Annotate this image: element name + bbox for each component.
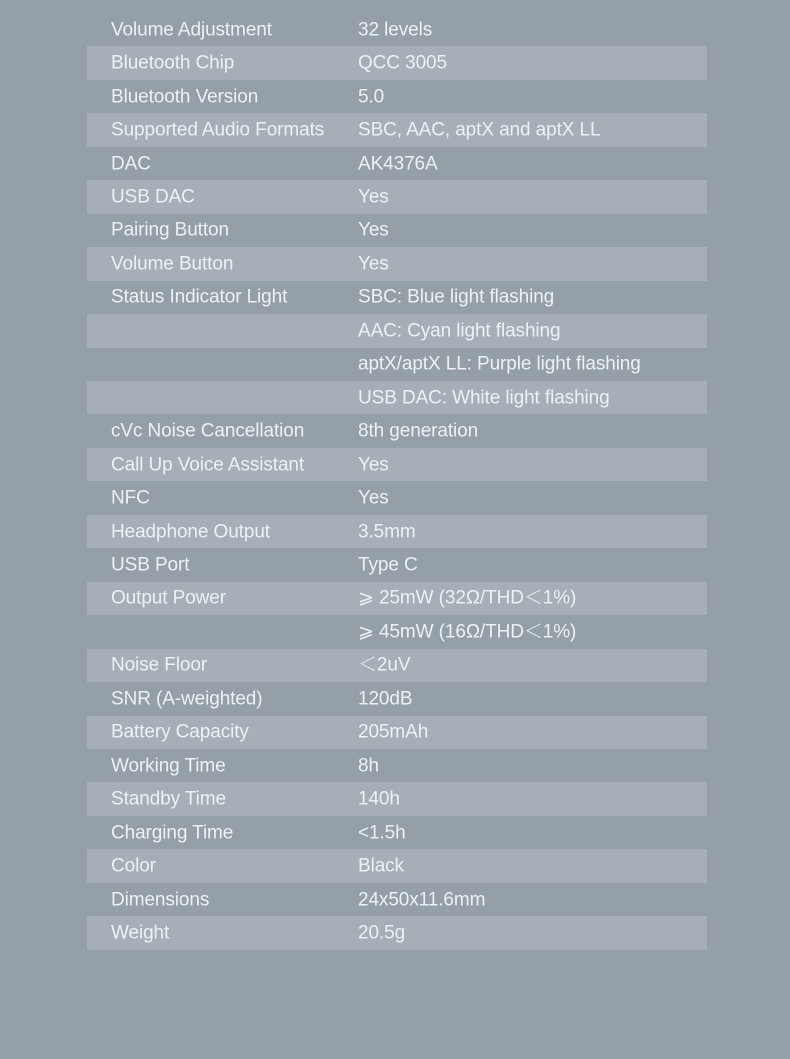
- spec-label: Color: [111, 855, 156, 877]
- spec-value: aptX/aptX LL: Purple light flashing: [358, 353, 641, 375]
- spec-table: [87, 13, 707, 950]
- spec-row: [87, 481, 707, 514]
- spec-row: [87, 381, 707, 414]
- spec-label: Charging Time: [111, 822, 234, 844]
- spec-row: [87, 682, 707, 715]
- spec-value: 5.0: [358, 86, 385, 108]
- spec-row: [87, 849, 707, 882]
- spec-row: [87, 247, 707, 280]
- spec-value: 3.5mm: [358, 521, 416, 543]
- spec-label: Working Time: [111, 755, 226, 777]
- spec-row: [87, 615, 707, 648]
- spec-value: QCC 3005: [358, 52, 447, 74]
- spec-label: Call Up Voice Assistant: [111, 454, 305, 476]
- spec-label: Standby Time: [111, 788, 226, 810]
- spec-value: AAC: Cyan light flashing: [358, 320, 561, 342]
- spec-value: Yes: [358, 186, 389, 208]
- spec-row: [87, 582, 707, 615]
- spec-row: [87, 348, 707, 381]
- spec-label: Headphone Output: [111, 521, 270, 543]
- spec-label: Output Power: [111, 587, 226, 609]
- spec-value: Black: [358, 855, 404, 877]
- spec-row: [87, 13, 707, 46]
- spec-value: Yes: [358, 487, 389, 509]
- spec-row: [87, 716, 707, 749]
- spec-value: Yes: [358, 219, 389, 241]
- spec-value: 20.5g: [358, 922, 406, 944]
- spec-row: [87, 749, 707, 782]
- spec-row: [87, 281, 707, 314]
- spec-row: [87, 916, 707, 949]
- spec-label: Volume Adjustment: [111, 19, 272, 41]
- spec-value: 24x50x11.6mm: [358, 889, 486, 910]
- spec-row: [87, 649, 707, 682]
- spec-value: SBC: Blue light flashing: [358, 286, 555, 308]
- spec-row: [87, 515, 707, 548]
- spec-row: [87, 548, 707, 581]
- spec-label: Battery Capacity: [111, 721, 249, 743]
- spec-value: Yes: [358, 454, 389, 476]
- spec-label: SNR (A-weighted): [111, 688, 263, 710]
- spec-label: Dimensions: [111, 889, 210, 910]
- spec-label: Volume Button: [111, 253, 234, 275]
- spec-label: Bluetooth Chip: [111, 52, 235, 74]
- spec-label: cVc Noise Cancellation: [111, 420, 305, 442]
- spec-row: [87, 147, 707, 180]
- spec-label: Supported Audio Formats: [111, 119, 325, 141]
- spec-row: [87, 782, 707, 815]
- spec-label: Bluetooth Version: [111, 86, 259, 108]
- spec-value: USB DAC: White light flashing: [358, 387, 610, 409]
- spec-label: Pairing Button: [111, 219, 229, 241]
- spec-row: [87, 414, 707, 447]
- spec-value: ⩾ 45mW (16Ω/THD＜1%): [358, 621, 577, 643]
- spec-row: [87, 80, 707, 113]
- spec-row: [87, 180, 707, 213]
- spec-value: ＜2uV: [358, 654, 411, 676]
- spec-value: Type C: [358, 554, 418, 576]
- spec-label: USB Port: [111, 554, 190, 576]
- spec-value: ⩾ 25mW (32Ω/THD＜1%): [358, 587, 577, 609]
- spec-value: 8h: [358, 755, 379, 777]
- spec-value: AK4376A: [358, 153, 438, 175]
- spec-row: [87, 448, 707, 481]
- spec-row: [87, 314, 707, 347]
- spec-label: NFC: [111, 487, 150, 509]
- spec-row: [87, 46, 707, 79]
- spec-label: Noise Floor: [111, 654, 208, 676]
- spec-value: 140h: [358, 788, 400, 810]
- spec-value: Yes: [358, 253, 389, 275]
- spec-value: 32 levels: [358, 19, 433, 41]
- spec-row: [87, 883, 707, 916]
- spec-label: Weight: [111, 922, 170, 944]
- spec-value: 205mAh: [358, 721, 429, 743]
- spec-row: [87, 113, 707, 146]
- spec-row: [87, 214, 707, 247]
- spec-value: SBC, AAC, aptX and aptX LL: [358, 119, 601, 141]
- spec-label: USB DAC: [111, 186, 195, 208]
- spec-value: <1.5h: [358, 822, 406, 844]
- spec-value: 8th generation: [358, 420, 479, 442]
- spec-value: 120dB: [358, 688, 413, 710]
- spec-label: Status Indicator Light: [111, 286, 288, 308]
- spec-row: [87, 816, 707, 849]
- spec-label: DAC: [111, 153, 151, 175]
